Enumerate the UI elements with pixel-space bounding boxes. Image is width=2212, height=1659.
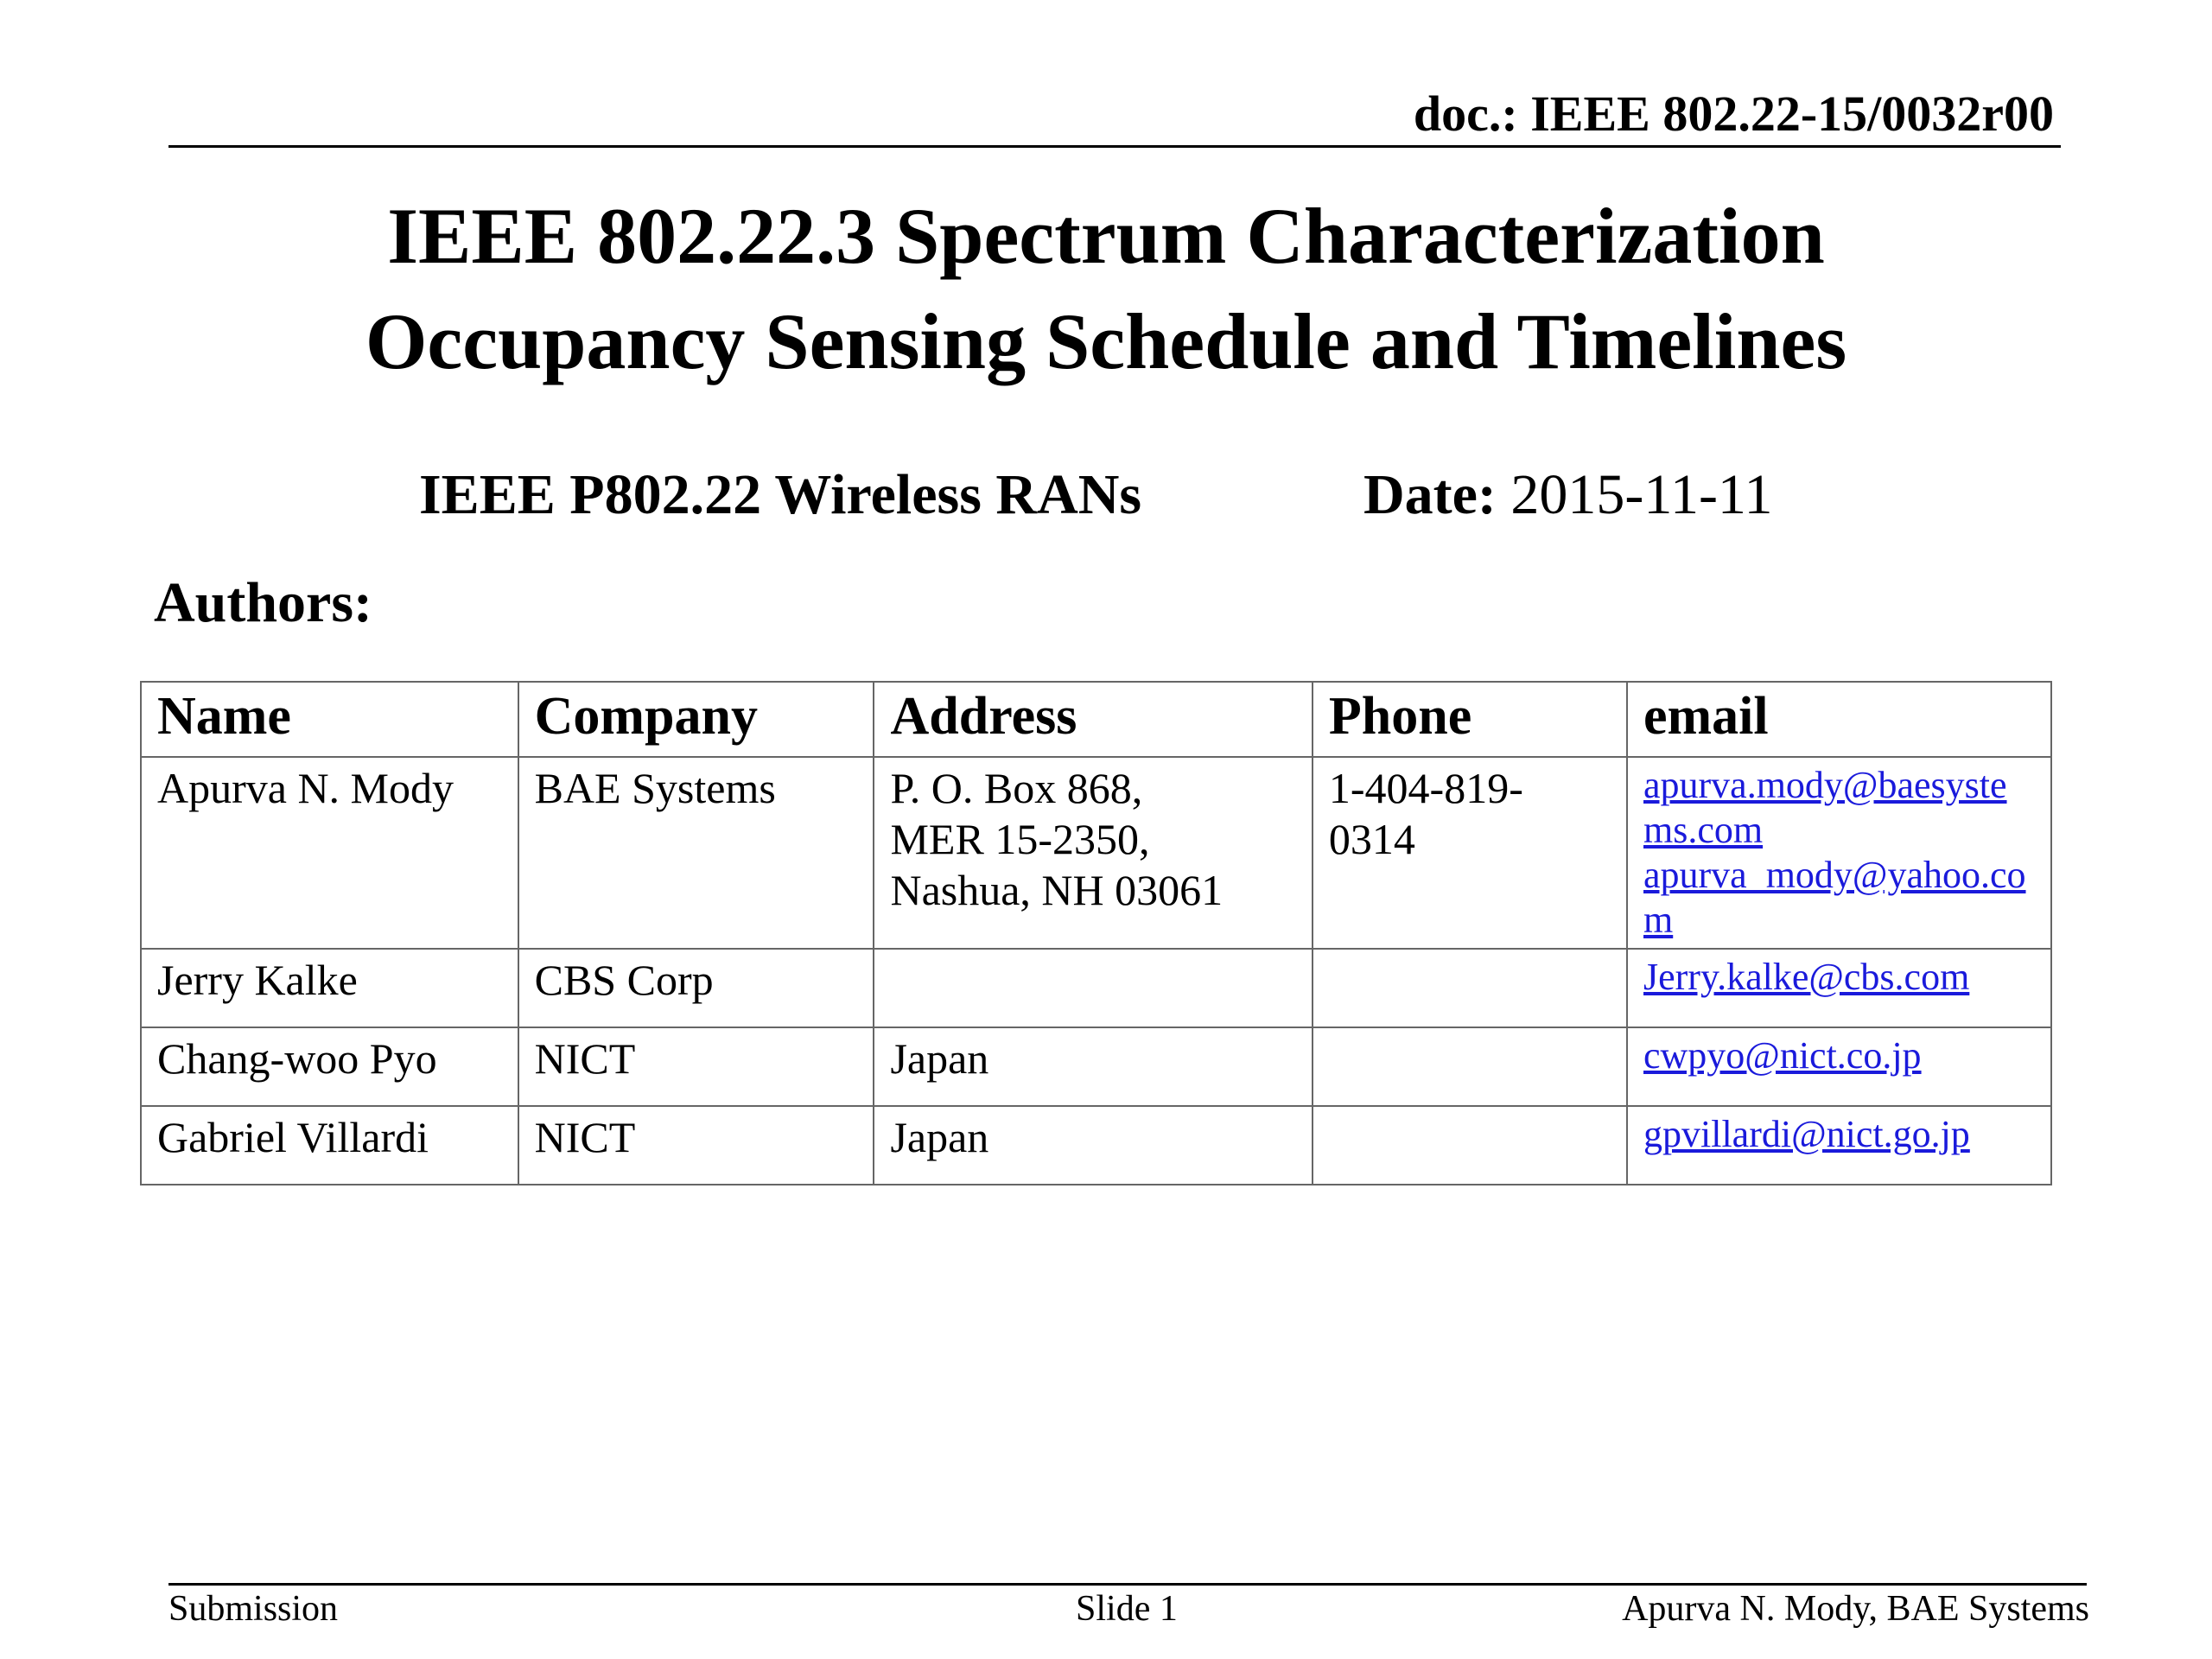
author-phone [1313, 1027, 1627, 1106]
address-line: P. O. Box 868, [890, 764, 1143, 812]
column-header-phone: Phone [1313, 682, 1627, 757]
column-header-name: Name [141, 682, 518, 757]
address-line: Nashua, NH 03061 [890, 866, 1224, 914]
date [1363, 462, 1772, 528]
slide-title-line-2: Occupancy Sensing Schedule and Timelines [365, 297, 1847, 385]
email-link[interactable]: Jerry.kalke@cbs.com [1643, 956, 1970, 998]
table-row [141, 757, 2051, 949]
column-header-email: email [1627, 682, 2051, 757]
column-header-company: Company [518, 682, 874, 757]
author-company: NICT [518, 1106, 874, 1185]
footer-author: Apurva N. Mody, BAE Systems [1622, 1589, 2089, 1629]
date-label: Date: [1363, 463, 1497, 526]
table-header-row [141, 682, 2051, 757]
author-email [1627, 1106, 2051, 1185]
author-company: BAE Systems [518, 757, 874, 949]
slide-title-line-1: IEEE 802.22.3 Spectrum Characterization [387, 192, 1825, 280]
author-address: Japan [874, 1106, 1312, 1185]
document-id: doc.: IEEE 802.22-15/0032r00 [1413, 86, 2054, 142]
table-row [141, 949, 2051, 1027]
footer-submission: Submission [168, 1589, 339, 1629]
footer-slide-number: Slide 1 [1076, 1589, 1178, 1629]
phone-line: 0314 [1328, 815, 1415, 863]
author-email [1627, 1027, 2051, 1106]
authors-table [140, 681, 2052, 1185]
author-company: CBS Corp [518, 949, 874, 1027]
author-phone [1313, 949, 1627, 1027]
author-address: Japan [874, 1027, 1312, 1106]
author-name: Chang-woo Pyo [141, 1027, 518, 1106]
author-company: NICT [518, 1027, 874, 1106]
address-line: MER 15-2350, [890, 815, 1150, 863]
author-name: Apurva N. Mody [141, 757, 518, 949]
email-link[interactable]: apurva_mody@yahoo.com [1643, 854, 2026, 941]
email-link[interactable]: gpvillardi@nict.go.jp [1643, 1113, 1970, 1155]
date-value: 2015-11-11 [1510, 463, 1773, 526]
footer-rule [168, 1583, 2087, 1586]
author-email [1627, 949, 2051, 1027]
email-link[interactable]: apurva.mody@baesystems.com [1643, 764, 2007, 851]
phone-line: 1-404-819- [1328, 764, 1523, 812]
author-address [874, 757, 1312, 949]
author-phone [1313, 757, 1627, 949]
header-rule [168, 145, 2061, 148]
email-link[interactable]: cwpyo@nict.co.jp [1643, 1034, 1922, 1077]
working-group: IEEE P802.22 Wireless RANs [419, 463, 1142, 526]
authors-label: Authors: [154, 571, 373, 634]
author-address [874, 949, 1312, 1027]
table-row [141, 1106, 2051, 1185]
column-header-address: Address [874, 682, 1312, 757]
author-name: Jerry Kalke [141, 949, 518, 1027]
author-name: Gabriel Villardi [141, 1106, 518, 1185]
slide-title [0, 183, 2212, 394]
author-email [1627, 757, 2051, 949]
table-row [141, 1027, 2051, 1106]
author-phone [1313, 1106, 1627, 1185]
